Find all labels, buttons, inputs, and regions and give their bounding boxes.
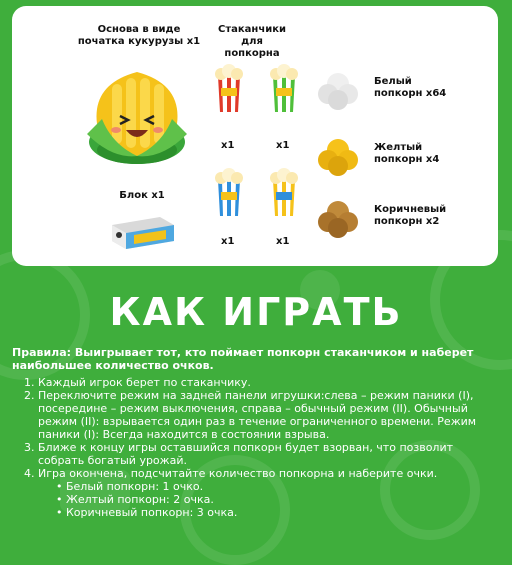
- rule-step-text: Каждый игрок берет по стаканчику.: [38, 376, 251, 389]
- cup-blue-qty: x1: [221, 236, 235, 247]
- block-label: Блок x1: [119, 190, 165, 201]
- popcorn-cup-red: [207, 62, 251, 114]
- rules-block: [12, 346, 502, 519]
- score-white: • Белый попкорн: 1 очко.: [56, 480, 204, 493]
- cups-label: Стаканчики для попкорна: [218, 24, 286, 59]
- popcorn-cup-blue: [207, 166, 251, 218]
- rule-step-text: Переключите режим на задней панели игрушки:слева – режим паники (I), посередине – режим выключения, справа – обычный режим (II). Обычный режим (II): взрывается один раз в течение ограниченного времени. Режим паники (I): Всегда находится в состоянии взрыва.: [38, 389, 477, 441]
- yellow-popcorn-label: Желтый попкорн x4: [374, 142, 440, 165]
- yellow-popcorn-image: [316, 134, 360, 178]
- rule-step-number: 4.: [24, 467, 35, 480]
- rule-step-text: Игра окончена, подсчитайте количество попкорна и наберите очки.: [38, 467, 438, 480]
- rule-step-number: 1.: [24, 376, 35, 389]
- popcorn-cup-yellow: [262, 166, 306, 218]
- white-popcorn-label: Белый попкорн x64: [374, 76, 447, 99]
- cup-green-qty: x1: [276, 140, 290, 151]
- contents-card: [12, 6, 498, 266]
- battery-block-image: [108, 211, 178, 253]
- rule-step: [12, 441, 502, 467]
- cup-red-qty: x1: [221, 140, 235, 151]
- rule-step-text: Ближе к концу игры оставшийся попкорн будет взорван, что позволит собрать богатый урожай.: [38, 441, 454, 467]
- corn-toy-image: [82, 64, 192, 174]
- rule-step-number: 3.: [24, 441, 35, 454]
- score-yellow: • Желтый попкорн: 2 очка.: [56, 493, 214, 506]
- how-to-play-title: КАК ИГРАТЬ: [109, 290, 403, 334]
- white-popcorn-image: [316, 68, 360, 112]
- rule-step-number: 2.: [24, 389, 35, 402]
- cup-yellow-qty: x1: [276, 236, 290, 247]
- score-brown: • Коричневый попкорн: 3 очка.: [56, 506, 238, 519]
- rules-intro: Правила: Выигрывает тот, кто поймает попкорн стаканчиком и наберет наибольшее количество очков.: [12, 346, 474, 372]
- popcorn-cup-green: [262, 62, 306, 114]
- rule-step: [12, 389, 502, 441]
- rule-step: [12, 467, 502, 480]
- brown-popcorn-image: [316, 196, 360, 240]
- brown-popcorn-label: Коричневый попкорн x2: [374, 204, 447, 227]
- corn-base-label: Основа в виде початка кукурузы x1: [77, 24, 201, 47]
- rule-step: [12, 376, 502, 389]
